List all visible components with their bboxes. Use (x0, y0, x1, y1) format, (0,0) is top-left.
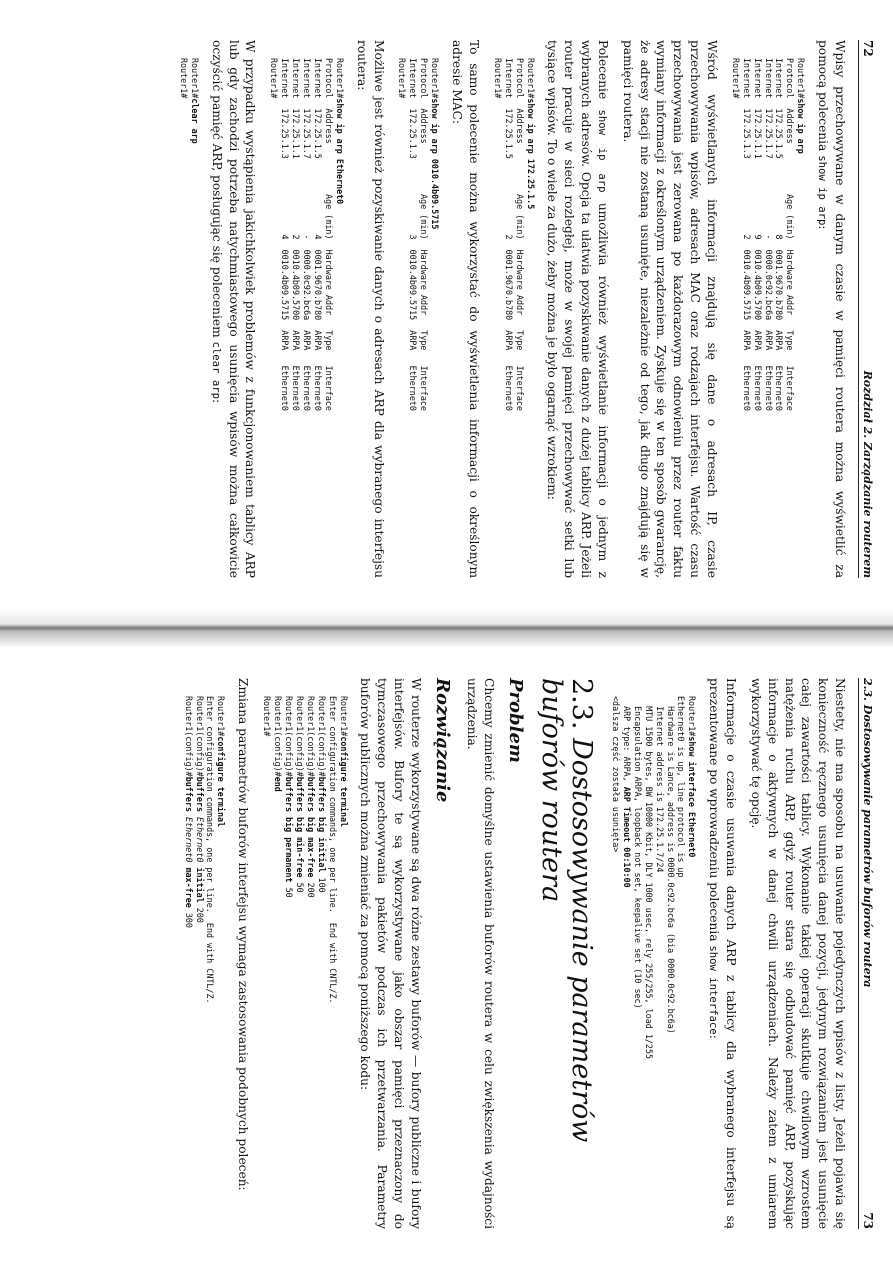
running-header (858, 678, 875, 1229)
code-show-interface: Router1#show interface Ethernet0 Ethernet0 is up, line protocol is up Hardware is Lance, address is 0000.0c92.bc6a (bia 0000.0c92.bc6a) Internet address is 172.25.1.7/24 MTU 1500 bytes, BW 10000 Kbit, DLY 1000 usec, rely 255/255, load 1/255 Encapsulation ARPA, loopback not set, keepalive set (10 sec) ARP type: ARPA, ARP Timeout 00:10:00 <dalsza część została usunięta> (610, 696, 698, 1060)
code-show-ip-arp-mac: Router1#show ip arp 0010.4b09.5715 Protocol Address Age (min) Hardware Addr Type Interface Internet 172.25.1.3 3 0010.4b09.5715 ARPA Ethernet0 Router1# (397, 58, 441, 411)
book-spine-shadow (0, 608, 893, 648)
code-show-ip-arp: Router1#show ip arp Protocol Address Age (min) Hardware Addr Type Interface Internet 172.25.1.5 8 0001.9670.b780 ARPA Ethernet0 Internet 172.25.1.7 - 0000.0c92.bc6a ARPA Ethernet0 Internet 172.25.1.1 9 0010.4b09.5700 ARPA Ethernet0 Internet 172.25.1.3 2 0010.4b09.5715 ARPA Ethernet0 Router1# (730, 58, 807, 411)
inline-command: show ip arp (595, 109, 608, 193)
section-heading: 2.3. Dostosowywanie parametrów buforów routera (535, 678, 597, 1143)
paragraph-interface-buffers: Zmiana parametrów buforów interfejsu wymaga zastosowania podobnych poleceń: (236, 678, 251, 1191)
code-interface-buffers: Router1#configure terminal Enter configuration commands, one per line. End with CNTL/Z. Router1(config)#buffers Ethernet0 initial 200 Router1(config)#buffers Ethernet0 max-free 300 (183, 696, 227, 1004)
paragraph-clear-arp: W przypadku wystąpienia jakichkolwiek problemów z funkcjonowaniem tablicy ARP lub gdy zachodzi potrzeba natychmiastowego usunięcia wpisów można całkowicie oczyścić pamięć ARP, posługując się poleceniem clear arp: (209, 40, 258, 578)
paragraph-arp-info: Wśród wyświetlanych informacji znajdują się dane o adresach IP, czasie przechowywania wpisów, adresach MAC oraz rodzajach interfejsu. Wartość czasu przechowywania jest zerowana po każdorazowym odnowieniu przez router faktu wymiany informacji z określonym urządzeniem. Zyskuje się w ten sposób gwarancję, że adresy stacji nie zostaną usunięte, niezależnie od tego, jak długo znajdują się w pamięci routera. (620, 40, 719, 578)
code-show-ip-arp-ip: Router1#show ip arp 172.25.1.5 Protocol Address Age (min) Hardware Addr Type Interface Internet 172.25.1.5 2 0001.9670.b780 ARPA Ethernet0 Router1# (492, 58, 536, 411)
paragraph-clear-note: Niestety, nie ma sposobu na usuwanie pojedynczych wpisów z listy. Jeżeli pojawia się konieczność ręcznego usunięcia danej pozycji, jedynym rozwiązaniem jest usunięcie całej zawartości tablicy. Wykonanie takiej operacji skutkuje chwilowym wzrostem natężenia ruchu ARP, gdyż router stara się odbudować pamięć ARP, pozyskując informacje o aktywnych w danej chwili urządzeniach. Należy zatem z umiarem wykorzystywać tę opcję. (748, 678, 847, 1229)
inline-command: show interface (707, 945, 720, 1035)
inline-command: clear arp (209, 341, 222, 399)
code-show-ip-arp-interface: Router1#show ip arp Ethernet0 Protocol Address Age (min) Hardware Addr Type Interface Internet 172.25.1.5 4 0001.9670.b780 ARPA Ethernet0 Internet 172.25.1.7 - 0000.0c92.bc6a ARPA Ethernet0 Internet 172.25.1.1 2 0010.4b09.5700 ARPA Ethernet0 Internet 172.25.1.3 4 0010.4b09.5715 ARPA Ethernet0 Router1# (269, 58, 345, 411)
solution-heading: Rozwiązanie (431, 678, 453, 803)
paragraph-mac-address: To samo polecenie można wykorzystać do wyświetlenia informacji o określonym adresie MAC: (450, 40, 481, 578)
intro-paragraph: Wpisy przechowywane w danym czasie w pamięci routera można wyświetlić za pomocą polecenia show ip arp: (816, 40, 847, 578)
page-number: 73 (861, 1212, 875, 1229)
section-running-title: 2.3. Dostosowywanie parametrów buforów routera (861, 678, 874, 988)
problem-text: Chcemy zmienić domyślne ustawienia buforów routera w celu zwiększenia wydajności urządzenia. (464, 678, 496, 1229)
code-clear-arp: Router1#clear arp Router1# (179, 58, 200, 144)
paragraph-single-address: Polecenie show ip arp umożliwia również wyświetlanie informacji o jednym z wybranych adresów. Opcja ta ułatwia pozyskiwanie danych z dużej tablicy ARP. Jeżeli router pracuje w sieci rozległej, może w swojej pamięci przechowywać setki lub tysiące wpisów. To o wiele za dużo, żeby można je było ogarnąć wzrokiem: (545, 40, 610, 578)
paragraph-show-interface: Informacje o czasie usuwania danych ARP z tablicy dla wybranego interfejsu są prezentowane po wprowadzeniu polecenia show interface: (707, 678, 739, 1229)
inline-command: show ip arp (816, 155, 829, 226)
chapter-title: Rozdział 2. Zarządzanie routerem (861, 370, 874, 578)
problem-heading: Problem (504, 678, 526, 763)
page-73 (0, 648, 893, 1263)
code-public-buffers: Router1#configure terminal Enter configuration commands, one per line. End with CNTL/Z. Router1(config)#buffers big initial 100 Router1(config)#buffers big max-free 200 Router1(config)#buffers big min-free 50 Router1(config)#buffers big permanent 50 Router1(config)#end Router1# (262, 696, 349, 1004)
page-number: 72 (861, 40, 875, 57)
paragraph-interface: Możliwe jest również pozyskiwanie danych o adresach ARP dla wybranego interfejsu routera: (354, 40, 386, 578)
page-72 (0, 0, 893, 608)
solution-text: W routerze wykorzystywane są dwa różne zestawy buforów — bufory publiczne i bufory interfejsów. Bufory te są wykorzystywane jako obszar pamięci przeznaczony do tymczasowego przechowywania pakietów podczas ich przetwarzania. Parametry buforów publicznych można zmieniać za pomocą poniższego kodu: (358, 678, 423, 1229)
running-header (858, 40, 875, 578)
